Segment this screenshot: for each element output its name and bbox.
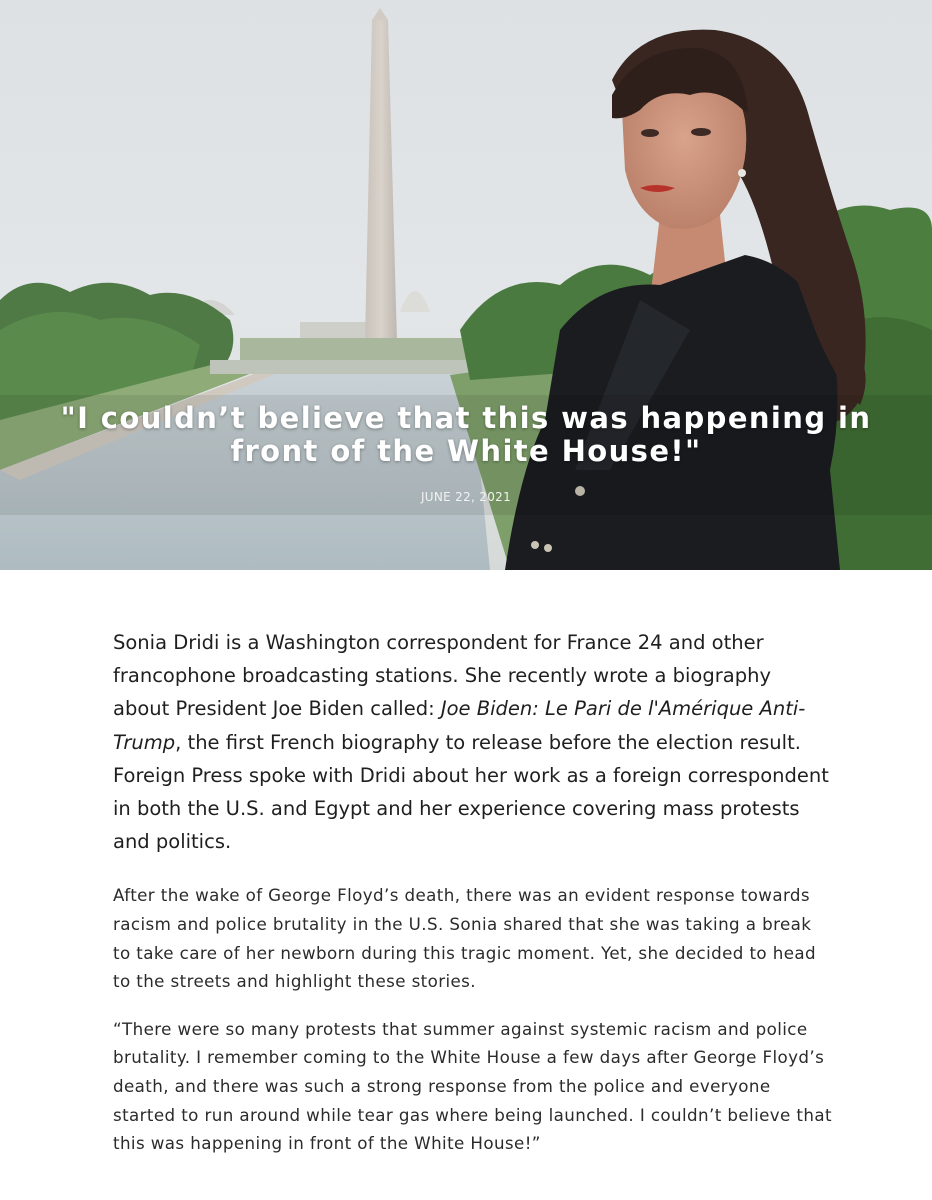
article-lead — [113, 626, 833, 858]
lead-text-start: Sonia Dridi is a Washington correspondent for France 24 and other francophone broadcasting stations. She recently wrote a biography about President Joe Biden called: — [113, 631, 771, 721]
article-body — [113, 626, 833, 1158]
article-title: "I couldn’t believe that this was happening in front of the White House!" — [60, 401, 872, 468]
publish-date: JUNE 22, 2021 — [420, 490, 512, 504]
article-quote-paragraph: “There were so many protests that summer against systemic racism and police brutality. I remember coming to the White House a few days after George Floyd’s death, and there was such a strong response from the police and everyone started to run around while tear gas where being launched. I couldn’t believe that this was happening in front of the White House!” — [113, 1018, 832, 1154]
lead-text-end: , the first French biography to release before the election result. Foreign Press spoke with Dridi about her work as a foreign correspondent in both the U.S. and Egypt and her experience covering mass protests and politics. — [113, 730, 829, 854]
hero-banner — [0, 0, 932, 570]
book-title: Joe Biden: Le Pari de l'Amérique Anti-Trump — [113, 697, 806, 754]
hero-photo — [0, 0, 932, 570]
article-paragraph: After the wake of George Floyd’s death, there was an evident response towards racism and police brutality in the U.S. Sonia shared that she was taking a break to take care of her newborn during this tragic moment. Yet, she decided to head to the streets and highlight these stories. — [113, 885, 816, 992]
